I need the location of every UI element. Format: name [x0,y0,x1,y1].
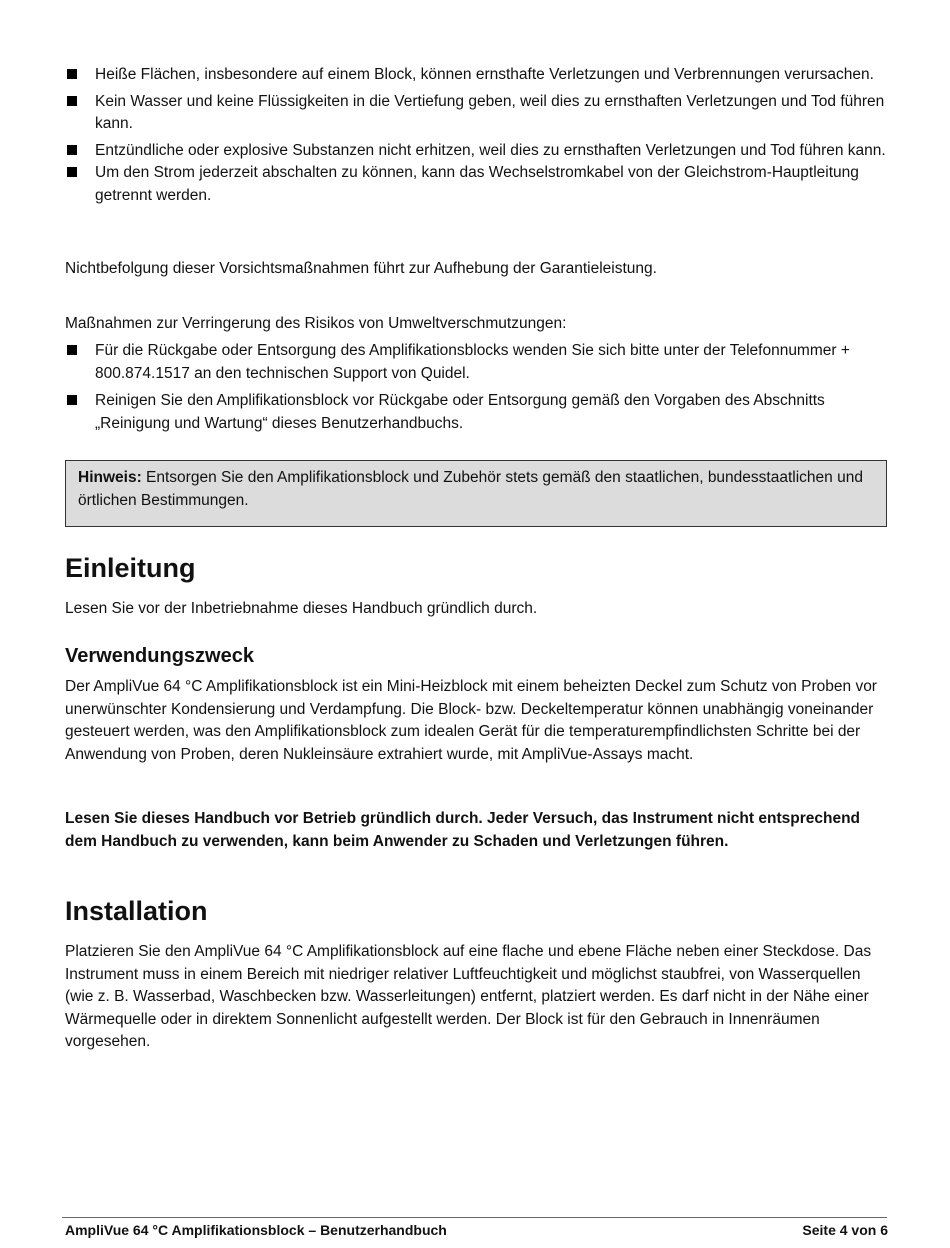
intro-text: Lesen Sie vor der Inbetriebnahme dieses Handbuch gründlich durch. [65,600,538,617]
section-heading-einleitung: Einleitung [65,553,196,583]
note-text: Entsorgen Sie den Amplifikationsblock und Zubehör stets gemäß den staatlichen, bundesstaatlichen und örtlichen Bestimmungen. [78,469,863,509]
bullet-square-icon [67,69,77,79]
installation-text: Platzieren Sie den AmpliVue 64 °C Amplifikationsblock auf eine flache und ebene Fläche neben einer Steckdose. Das Instrument muss in einem Bereich mit niedriger relativer Luftfeuchtigkeit und möglichst staubfrei, von Wasserquellen (wie z. B. Wasserbad, Waschbecken bzw. Wasserleitungen) entfernt, platziert werden. Es darf nicht in der Nähe einer Wärmequelle oder in direktem Sonnenlicht aufgestellt werden. Der Block ist für den Gebrauch in Innenräumen vorgesehen. [65,943,872,1050]
section-heading-installation: Installation [65,896,208,926]
bullet-square-icon [67,96,77,106]
bullet-square-icon [67,345,77,355]
footer-title: AmpliVue 64 °C Amplifikationsblock – Benutzerhandbuch [65,1222,447,1238]
note-label: Hinweis: [78,469,142,486]
purpose-text: Der AmpliVue 64 °C Amplifikationsblock ist ein Mini-Heizblock mit einem beheizten Deckel zum Schutz von Proben vor unerwünschter Kondensierung und Verdampfung. Die Block- bzw. Deckeltemperatur können unabhängig voneinander gesteuert werden, was den Amplifikationsblock zum idealen Gerät für die temperaturempfindlichsten Schritte bei der Anwendung von Proben, deren Nukleinsäure extrahiert wurde, mit AmpliVue-Assays macht. [65,678,877,763]
bullet-square-icon [67,167,77,177]
footer-divider [62,1217,887,1218]
environment-intro: Maßnahmen zur Verringerung des Risikos von Umweltverschmutzungen: [65,315,567,332]
bullet-square-icon [67,395,77,405]
footer-page-number: Seite 4 von 6 [802,1222,888,1238]
list-item: Kein Wasser und keine Flüssigkeiten in die Vertiefung geben, weil dies zu ernsthaften Verletzungen und Tod führen kann. [65,91,887,136]
purpose-warning: Lesen Sie dieses Handbuch vor Betrieb gründlich durch. Jeder Versuch, das Instrument nicht entsprechend dem Handbuch zu verwenden, kann beim Anwender zu Schaden und Verletzungen führen. [65,810,861,850]
bullet-square-icon [67,145,77,155]
list-item: Für die Rückgabe oder Entsorgung des Amplifikationsblocks wenden Sie sich bitte unter der Telefonnummer + 800.874.1517 an den technischen Support von Quidel. [65,340,887,385]
environment-list [65,340,887,435]
list-item: Entzündliche oder explosive Substanzen nicht erhitzen, weil dies zu ernsthaften Verletzungen und Tod führen kann. [65,140,887,163]
list-item: Reinigen Sie den Amplifikationsblock vor Rückgabe oder Entsorgung gemäß den Vorgaben des Abschnitts „Reinigung und Wartung“ dieses Benutzerhandbuchs. [65,390,887,435]
warranty-text: Nichtbefolgung dieser Vorsichtsmaßnahmen führt zur Aufhebung der Garantieleistung. [65,260,657,277]
list-item: Um den Strom jederzeit abschalten zu können, kann das Wechselstromkabel von der Gleichstrom-Hauptleitung getrennt werden. [65,162,887,207]
subsection-heading-verwendungszweck: Verwendungszweck [65,645,254,667]
note-box [65,460,887,527]
warning-list [65,64,887,207]
list-item: Heiße Flächen, insbesondere auf einem Block, können ernsthafte Verletzungen und Verbrennungen verursachen. [65,64,887,87]
